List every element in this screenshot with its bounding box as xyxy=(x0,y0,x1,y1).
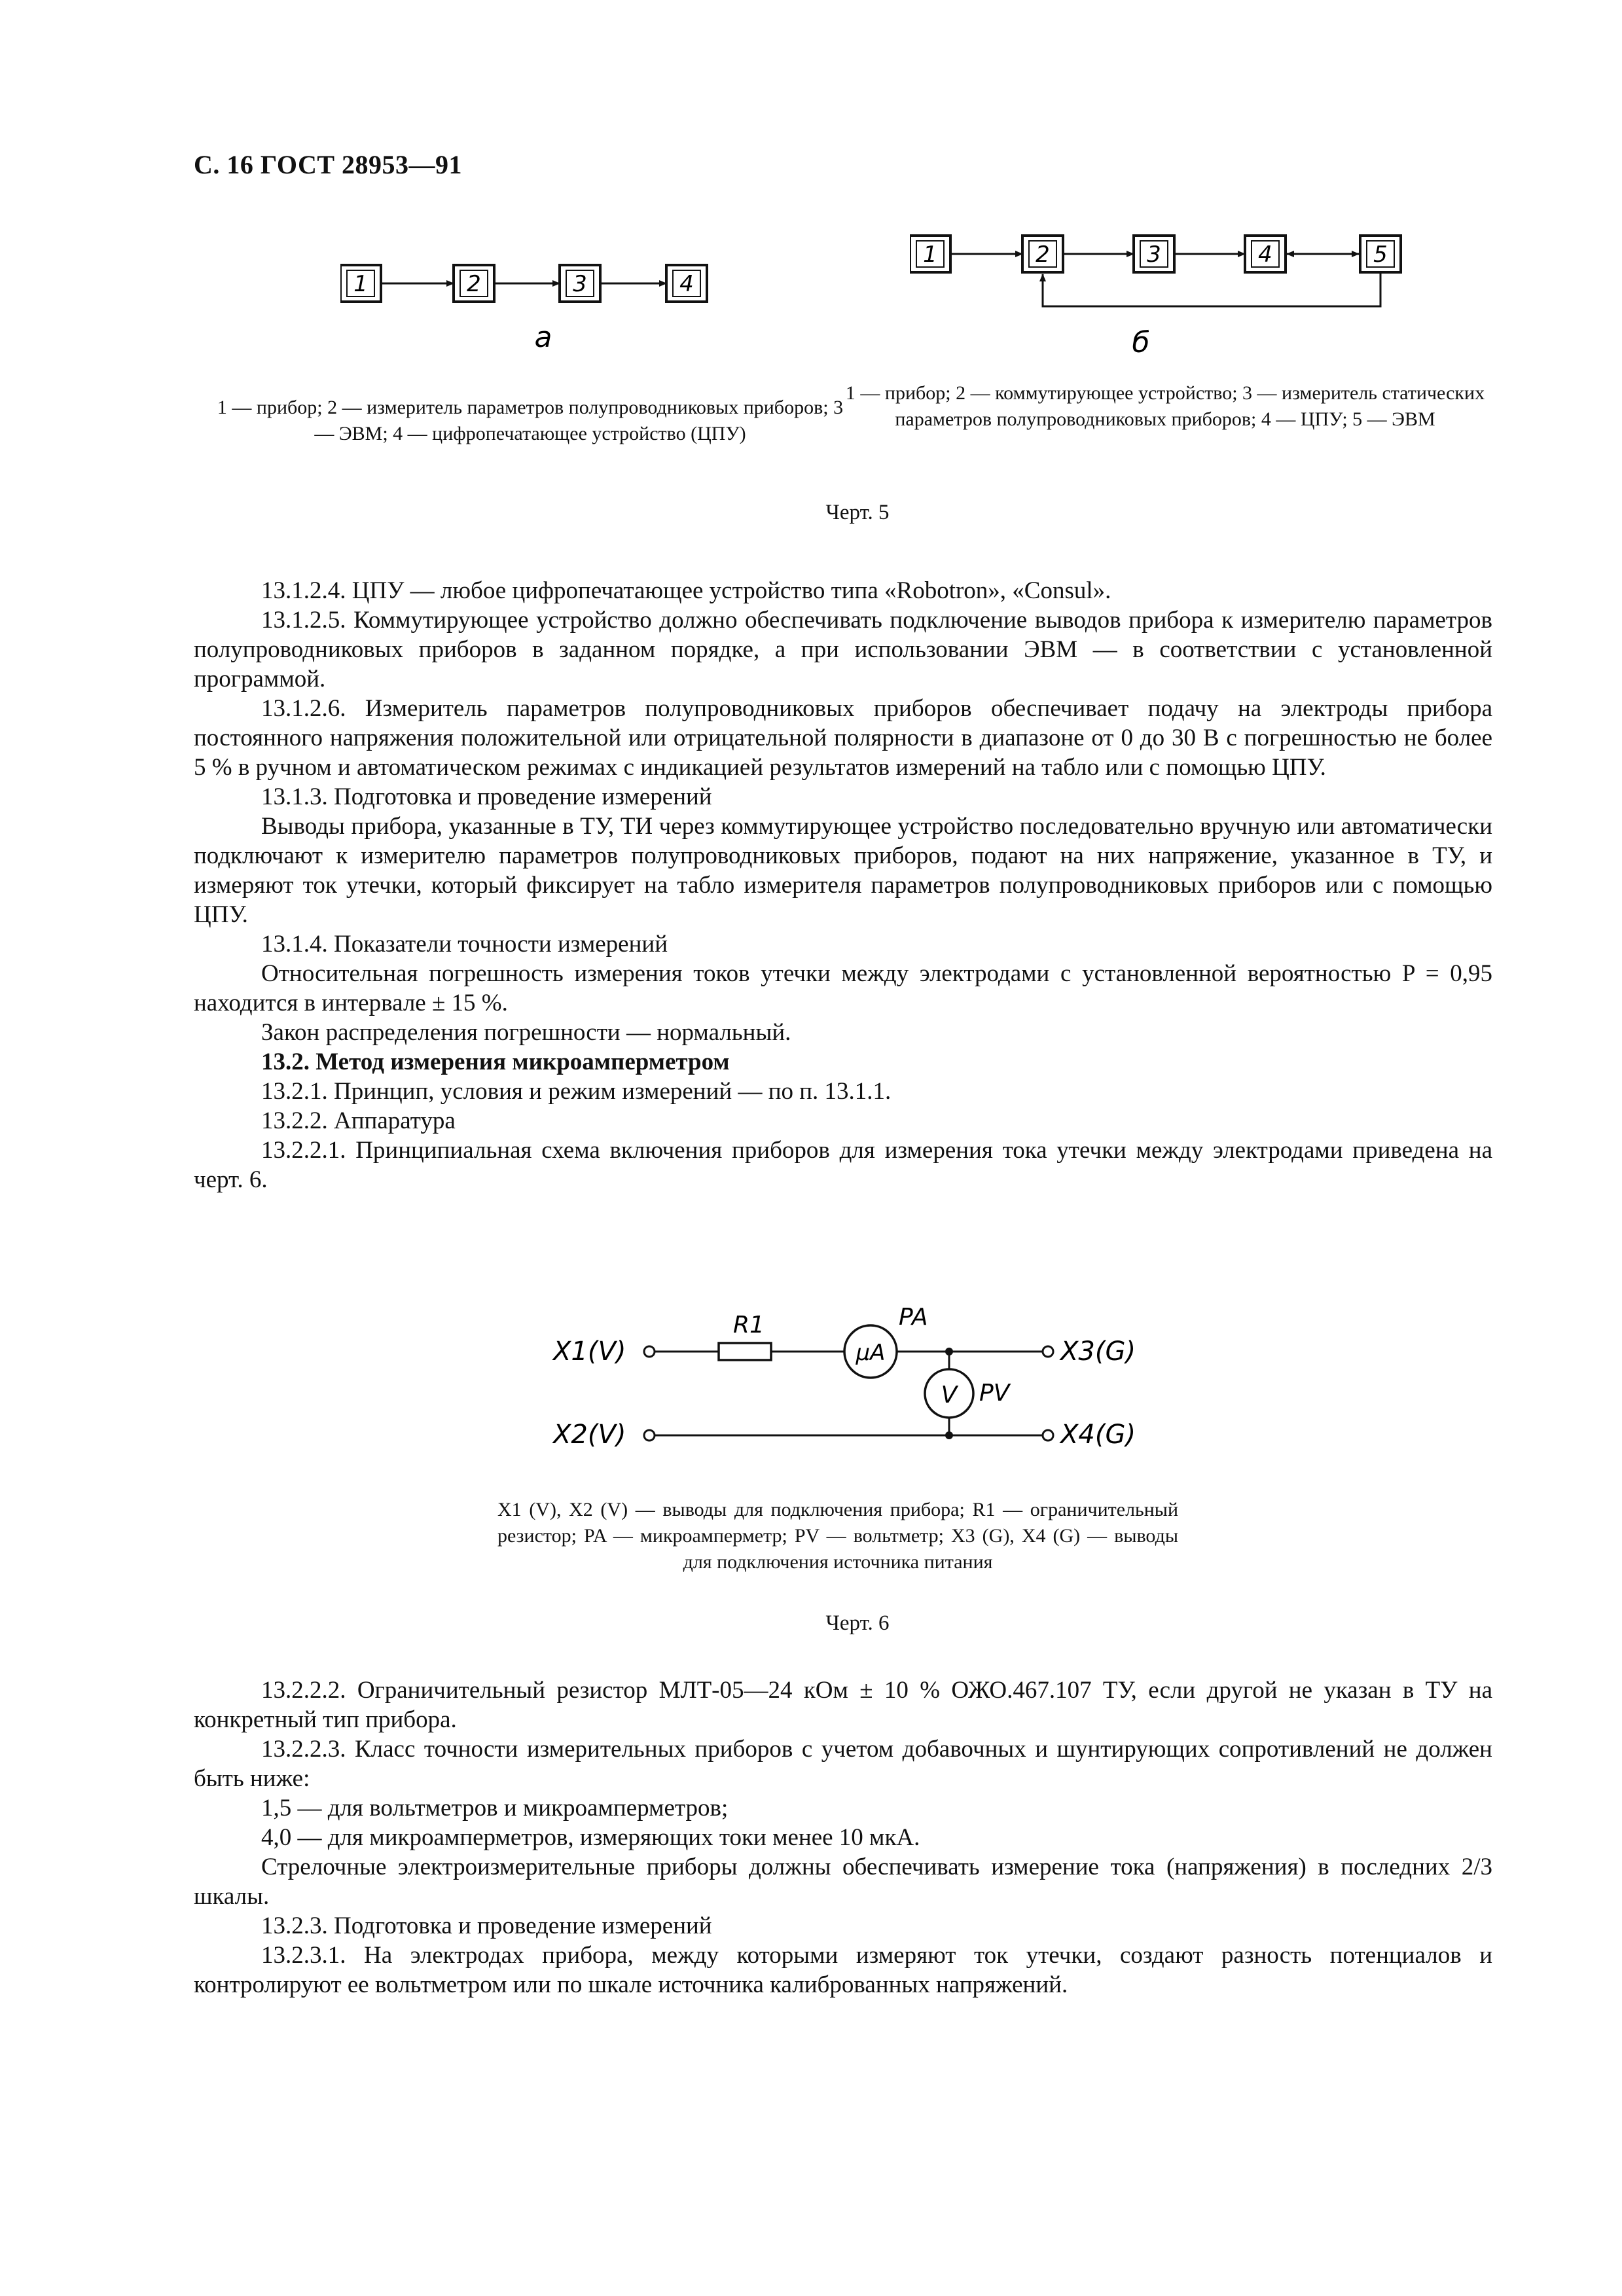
diagram-a-letter: а xyxy=(534,321,552,354)
svg-text:1: 1 xyxy=(923,242,937,268)
circuit-diagram xyxy=(537,1302,1165,1473)
paragraph: 4,0 — для микроамперметров, измеряющих токи менее 10 мкА. xyxy=(261,1824,920,1851)
voltmeter-symbol: V xyxy=(941,1382,958,1408)
paragraph: 13.1.2.5. Коммутирующее устройство должно обеспечивать подключение выводов прибора к измерителю параметров полупроводниковых приборов в заданном порядке, а при использовании ЭВМ — в соответствии с установленной программой. xyxy=(194,607,1492,692)
paragraph: 13.2.3. Подготовка и проведение измерений xyxy=(261,1912,712,1939)
terminal-x2-label: X2(V) xyxy=(553,1420,626,1450)
terminal-x3 xyxy=(1043,1346,1053,1357)
block-a-1 xyxy=(340,265,381,302)
paragraph: 13.1.4. Показатели точности измерений xyxy=(261,931,668,958)
microammeter-symbol: μA xyxy=(856,1340,886,1366)
block-a-3 xyxy=(560,265,600,302)
figure6-caption: X1 (V), X2 (V) — выводы для подключения прибора; R1 — ограничительный резистор; PA — микроамперметр; PV — вольтметр; X3 (G), X4 (G) — выводы для подключения источника питания xyxy=(497,1499,1178,1573)
paragraph: 13.1.2.6. Измеритель параметров полупроводниковых приборов обеспечивает подачу на электроды прибора постоянного напряжения положительной или отрицательной полярности в диапазоне от 0 до 30 В с погрешностью не более 5 % в ручном и автоматическом режимах с индикацией результатов измерений на табло или с помощью ЦПУ. xyxy=(194,695,1492,781)
paragraph: Относительная погрешность измерения токов утечки между электродами с установленной вероятностью P = 0,95 находится в интервале ± 15 %. xyxy=(194,960,1492,1016)
terminal-x4-label: X4(G) xyxy=(1060,1420,1136,1450)
block-b-4 xyxy=(1245,236,1286,272)
paragraph: 13.2.3.1. На электродах прибора, между которыми измеряют ток утечки, создают разность потенциалов и контролируют ее вольтметром или по шкале источника калиброванных напряжений. xyxy=(194,1942,1492,1998)
paragraph: 13.2.1. Принцип, условия и режим измерений — по п. 13.1.1. xyxy=(261,1078,892,1105)
block-b-3 xyxy=(1134,236,1174,272)
paragraph: 13.2.2.1. Принципиальная схема включения приборов для измерения тока утечки между электродами приведена на черт. 6. xyxy=(194,1137,1492,1193)
text-block-2 xyxy=(194,1676,1492,2000)
microammeter-label: PA xyxy=(899,1304,928,1331)
block-b-5 xyxy=(1360,236,1401,272)
paragraph: Закон распределения погрешности — нормальный. xyxy=(261,1019,791,1046)
svg-text:4: 4 xyxy=(1258,242,1272,268)
figure6-label: Черт. 6 xyxy=(825,1611,890,1635)
svg-text:3: 3 xyxy=(573,271,587,297)
paragraph: 13.2.2.3. Класс точности измерительных приборов с учетом добавочных и шунтирующих сопротивлений не должен быть ниже: xyxy=(194,1736,1492,1792)
resistor-r1-label: R1 xyxy=(733,1312,765,1338)
block-b-1 xyxy=(910,236,950,272)
block-a-4 xyxy=(666,265,707,302)
text-block-1 xyxy=(194,576,1492,1194)
block-b-2 xyxy=(1022,236,1063,272)
feedback-arrow-b-5-2 xyxy=(1043,272,1380,306)
figure5-label: Черт. 5 xyxy=(825,501,890,524)
block-a-2 xyxy=(454,265,494,302)
paragraph: 1,5 — для вольтметров и микроамперметров; xyxy=(261,1795,729,1821)
diagram-b-letter: б xyxy=(1132,326,1150,359)
paragraph: 13.2.2. Аппаратура xyxy=(261,1107,456,1134)
svg-text:3: 3 xyxy=(1147,242,1161,268)
figure5-caption-b: 1 — прибор; 2 — коммутирующее устройство; 3 — измеритель статических параметров полупроводниковых приборов; 4 — ЦПУ; 5 — ЭВМ xyxy=(845,382,1485,430)
svg-text:4: 4 xyxy=(679,271,694,297)
terminal-x1 xyxy=(644,1346,655,1357)
paragraph: 13.1.3. Подготовка и проведение измерений xyxy=(261,783,712,810)
block-diagram-a xyxy=(340,259,720,357)
voltmeter-label: PV xyxy=(979,1380,1010,1407)
paragraph: 13.1.2.4. ЦПУ — любое цифропечатающее устройство типа «Robotron», «Consul». xyxy=(261,577,1111,604)
svg-text:2: 2 xyxy=(1036,242,1050,268)
section-heading: 13.2. Метод измерения микроамперметром xyxy=(261,1049,730,1075)
paragraph: Выводы прибора, указанные в ТУ, ТИ через коммутирующее устройство последовательно вручную или автоматически подключают к измерителю параметров полупроводниковых приборов, подают на них напряжение, указанное в ТУ, и измеряют ток утечки, который фиксирует на табло измерителя параметров полупроводниковых приборов или с помощью ЦПУ. xyxy=(194,813,1492,928)
terminal-x2 xyxy=(644,1430,655,1441)
terminal-x3-label: X3(G) xyxy=(1060,1336,1136,1367)
paragraph: 13.2.2.2. Ограничительный резистор МЛТ-05—24 кОм ± 10 % ОЖО.467.107 ТУ, если другой не указан в ТУ на конкретный тип прибора. xyxy=(194,1677,1492,1733)
terminal-x4 xyxy=(1043,1430,1053,1441)
svg-text:2: 2 xyxy=(467,271,481,297)
figure5-caption-a: 1 — прибор; 2 — измеритель параметров полупроводниковых приборов; 3 — ЭВМ; 4 — цифропечатающее устройство (ЦПУ) xyxy=(217,397,844,444)
svg-text:1: 1 xyxy=(353,271,368,297)
terminal-x1-label: X1(V) xyxy=(553,1336,626,1367)
resistor-r1 xyxy=(719,1343,771,1360)
page-header: С. 16 ГОСТ 28953—91 xyxy=(194,150,463,179)
block-diagram-b xyxy=(910,229,1420,360)
paragraph: Стрелочные электроизмерительные приборы должны обеспечивать измерение тока (напряжения) в последних 2/3 шкалы. xyxy=(194,1854,1492,1910)
svg-text:5: 5 xyxy=(1373,242,1388,268)
